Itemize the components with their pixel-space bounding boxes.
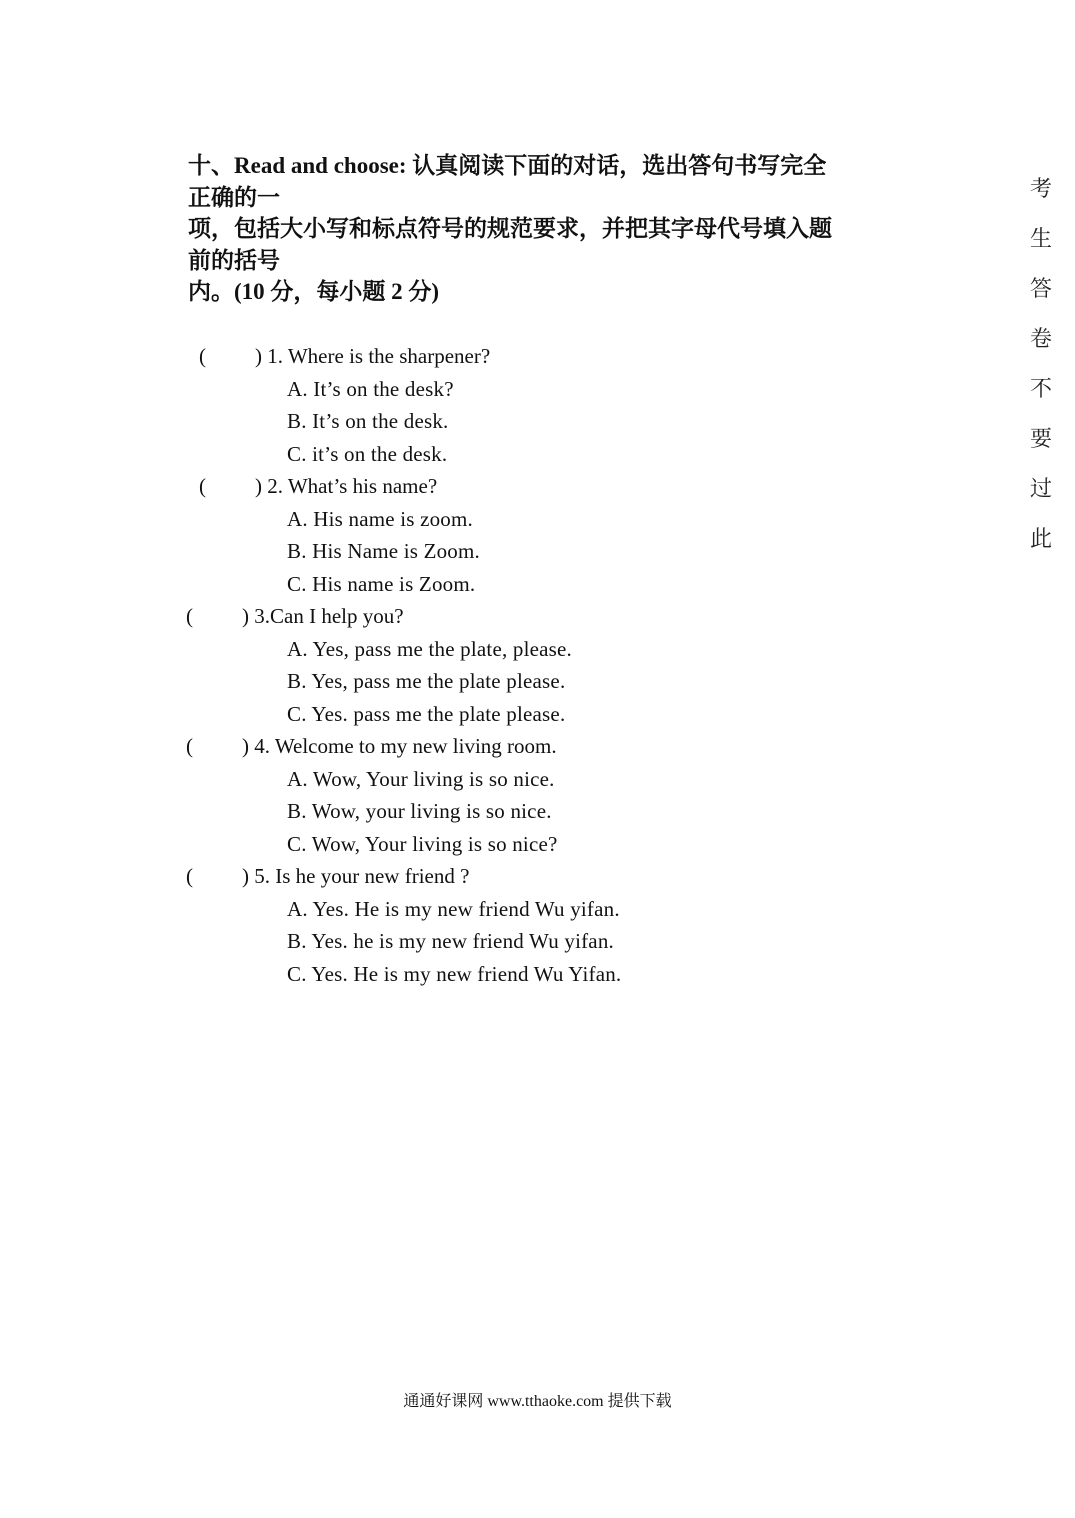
option-3b: B. Yes, pass me the plate please. xyxy=(287,669,566,693)
answer-blank[interactable]: ( xyxy=(199,344,206,368)
option-4a: A. Wow, Your living is so nice. xyxy=(287,767,555,791)
question-1 xyxy=(199,340,490,373)
option-3c: C. Yes. pass me the plate please. xyxy=(287,702,566,726)
option-1c: C. it’s on the desk. xyxy=(287,442,448,466)
question-text: ) 1. Where is the sharpener? xyxy=(255,344,491,368)
margin-char: 考 xyxy=(1029,177,1052,202)
heading-line: 内。(10 分，每小题 2 分) xyxy=(188,279,440,304)
question-text: ) 5. Is he your new friend ? xyxy=(242,864,470,888)
margin-char: 答 xyxy=(1029,277,1052,302)
answer-blank[interactable]: ( xyxy=(186,864,193,888)
option-2b: B. His Name is Zoom. xyxy=(287,539,480,563)
question-3 xyxy=(186,600,404,633)
option-5a: A. Yes. He is my new friend Wu yifan. xyxy=(287,897,620,921)
answer-blank[interactable]: ( xyxy=(186,734,193,758)
option-5b: B. Yes. he is my new friend Wu yifan. xyxy=(287,929,614,953)
heading-line: 正确的一 xyxy=(188,184,280,210)
heading-line: 前的括号 xyxy=(188,247,280,273)
answer-blank[interactable]: ( xyxy=(199,474,206,498)
question-4 xyxy=(186,730,557,763)
question-2 xyxy=(199,470,437,503)
question-text: ) 3.Can I help you? xyxy=(242,604,404,628)
option-1a: A. It’s on the desk? xyxy=(287,377,454,401)
margin-char: 过 xyxy=(1029,477,1052,502)
answer-blank[interactable]: ( xyxy=(186,604,193,628)
margin-char: 生 xyxy=(1029,227,1052,252)
margin-char: 要 xyxy=(1029,427,1052,452)
heading-line: 十、Read and choose: 认真阅读下面的对话，选出答句书写完全 xyxy=(188,153,827,178)
section-heading xyxy=(188,150,900,308)
option-4b: B. Wow, your living is so nice. xyxy=(287,799,552,823)
option-5c: C. Yes. He is my new friend Wu Yifan. xyxy=(287,962,622,986)
option-4c: C. Wow, Your living is so nice? xyxy=(287,832,558,856)
heading-line: 项，包括大小写和标点符号的规范要求，并把其字母代号填入题 xyxy=(188,216,832,241)
margin-char: 不 xyxy=(1029,377,1052,402)
option-1b: B. It’s on the desk. xyxy=(287,409,449,433)
margin-warning xyxy=(1027,172,1055,572)
margin-char: 卷 xyxy=(1029,327,1052,352)
option-2a: A. His name is zoom. xyxy=(287,507,473,531)
option-3a: A. Yes, pass me the plate, please. xyxy=(287,637,572,661)
question-5 xyxy=(186,860,469,893)
question-text: ) 4. Welcome to my new living room. xyxy=(242,734,557,758)
page-footer: 通通好课网 www.tthaoke.com 提供下载 xyxy=(403,1393,672,1410)
option-2c: C. His name is Zoom. xyxy=(287,572,476,596)
question-text: ) 2. What’s his name? xyxy=(255,474,438,498)
margin-char: 此 xyxy=(1029,527,1052,552)
